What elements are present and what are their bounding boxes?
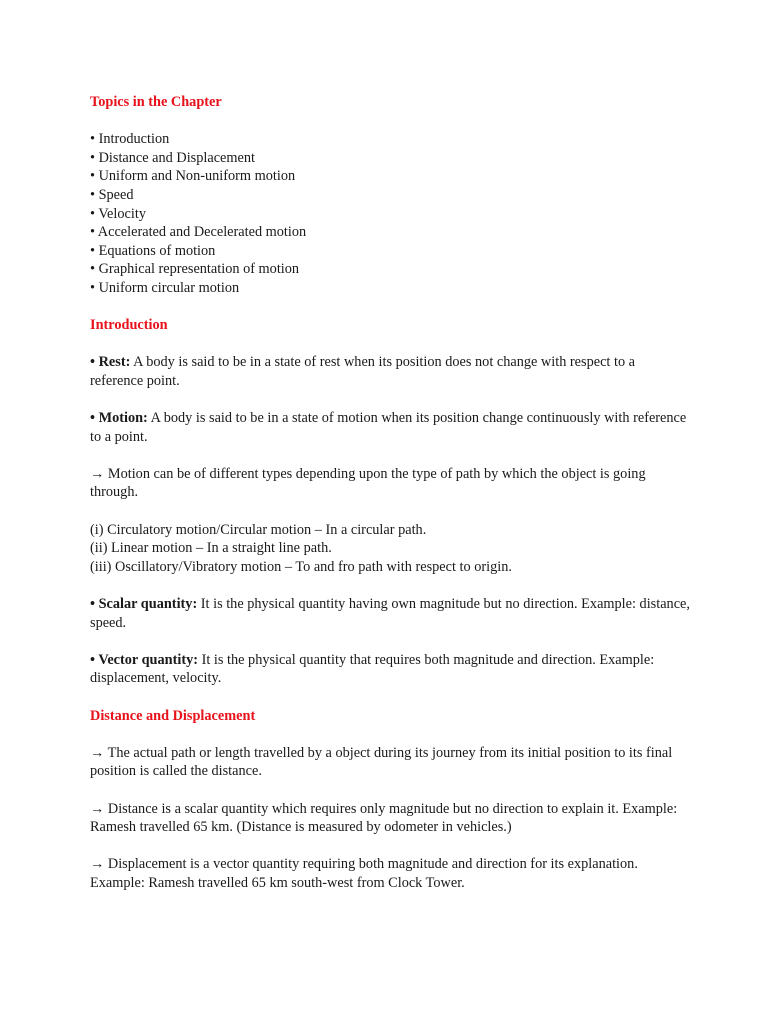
motion-type-item: (ii) Linear motion – In a straight line path. — [90, 540, 332, 557]
list-item: • Velocity — [90, 205, 146, 222]
motion-text: A body is said to be in a state of motion when its position change continuously with reference to a point. — [90, 410, 687, 445]
list-item: • Uniform circular motion — [90, 279, 240, 296]
vector-definition — [90, 651, 690, 688]
document-body — [90, 93, 690, 893]
rest-term: • Rest: — [90, 354, 131, 371]
list-item: • Accelerated and Decelerated motion — [90, 224, 307, 241]
list-item: • Distance and Displacement — [90, 149, 255, 166]
scalar-term: • Scalar quantity: — [90, 596, 198, 613]
distance-paragraph: → Displacement is a vector quantity requiring both magnitude and direction for its explanation. Example: Ramesh travelled 65 km south-west from Clock Tower. — [90, 856, 638, 891]
rest-text: A body is said to be in a state of rest when its position does not change with respect to a reference point. — [90, 354, 636, 389]
topics-list — [90, 130, 690, 297]
section-heading-topics: Topics in the Chapter — [90, 94, 222, 110]
list-item: • Speed — [90, 186, 134, 203]
rest-definition — [90, 353, 690, 390]
vector-term: • Vector quantity: — [90, 651, 199, 668]
scalar-definition — [90, 595, 690, 632]
section-heading-distance: Distance and Displacement — [90, 707, 256, 724]
list-item: • Equations of motion — [90, 242, 216, 259]
vector-text: It is the physical quantity that requires both magnitude and direction. Example: displacement, velocity. — [90, 651, 655, 687]
motion-definition — [90, 409, 690, 446]
distance-paragraph: → Distance is a scalar quantity which requires only magnitude but no direction to explain it. Example: Ramesh travelled 65 km. (Distance is measured by odometer in vehicles.) — [90, 800, 678, 836]
motion-types-intro: → Motion can be of different types depending upon the type of path by which the object is going through. — [90, 465, 646, 501]
section-heading-introduction: Introduction — [90, 317, 168, 334]
motion-type-item: (i) Circulatory motion/Circular motion – In a circular path. — [90, 521, 427, 538]
list-item: • Introduction — [90, 131, 170, 148]
distance-paragraph: → The actual path or length travelled by a object during its journey from its initial position to its final position is called the distance. — [90, 744, 673, 780]
list-item: • Graphical representation of motion — [90, 261, 300, 278]
motion-type-item: (iii) Oscillatory/Vibratory motion – To and fro path with respect to origin. — [90, 558, 512, 575]
list-item: • Uniform and Non-uniform motion — [90, 168, 296, 185]
scalar-text: It is the physical quantity having own magnitude but no direction. Example: distance, speed. — [90, 596, 690, 631]
motion-term: • Motion: — [90, 410, 148, 427]
